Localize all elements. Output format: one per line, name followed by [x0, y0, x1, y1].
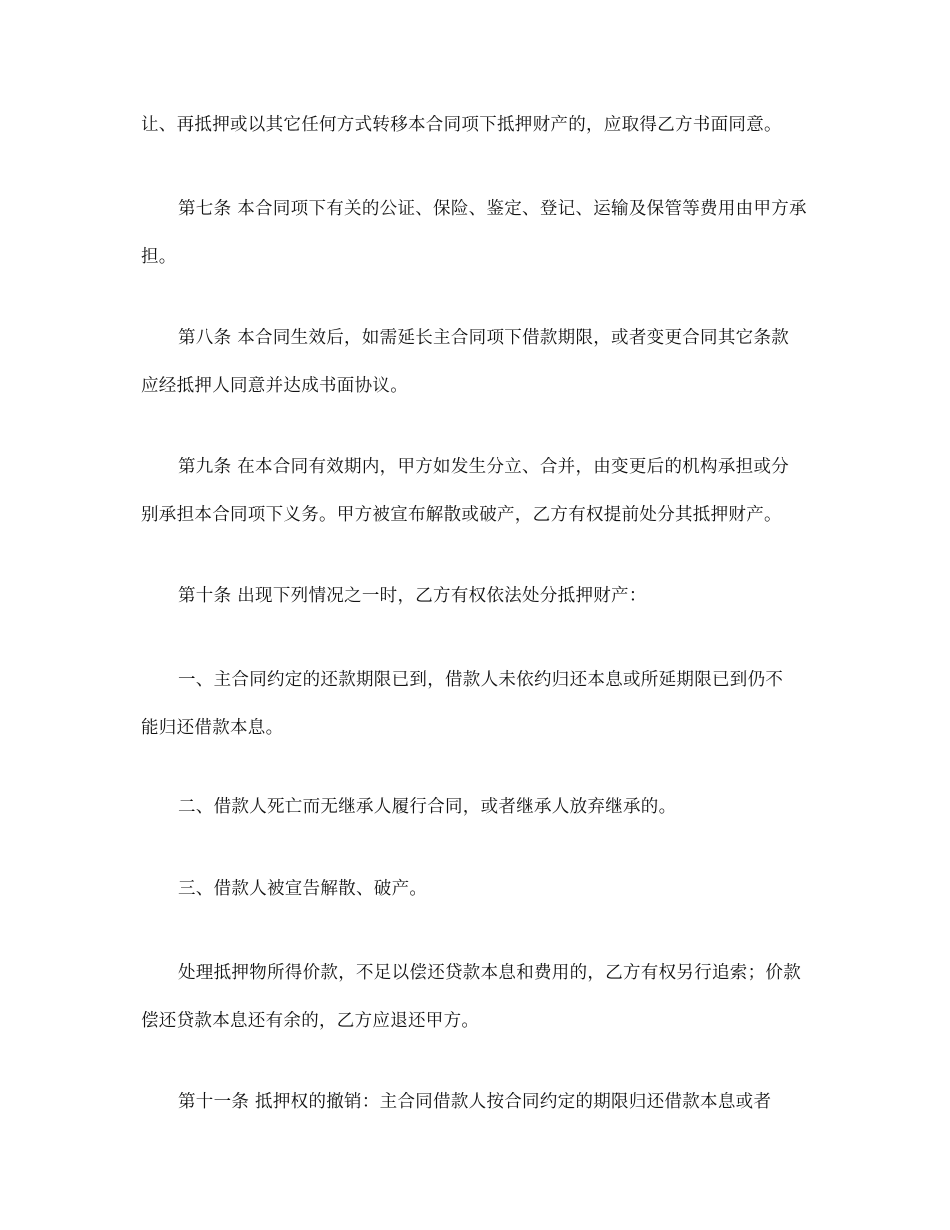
text-line: 应经抵押人同意并达成书面协议。 — [141, 376, 408, 396]
text-line: 第九条 在本合同有效期内，甲方如发生分立、合并，由变更后的机构承担或分 — [178, 457, 790, 477]
text-line: 三、借款人被宣告解散、破产。 — [178, 879, 428, 899]
text-line: 二、借款人死亡而无继承人履行合同，或者继承人放弃继承的。 — [178, 797, 677, 817]
paragraph-article-11 — [141, 1078, 813, 1126]
paragraph-article-7 — [141, 185, 813, 281]
paragraph-article-10 — [141, 572, 813, 620]
paragraph-article-8 — [141, 314, 813, 410]
text-line: 别承担本合同项下义务。甲方被宣布解散或破产，乙方有权提前处分其抵押财产。 — [141, 505, 782, 525]
text-line: 处理抵押物所得价款，不足以偿还贷款本息和费用的，乙方有权另行追索；价款 — [178, 963, 801, 983]
paragraph-condition-2 — [141, 783, 813, 831]
text-line: 第十条 出现下列情况之一时，乙方有权依法处分抵押财产： — [178, 586, 647, 606]
text-line: 第十一条 抵押权的撤销：主合同借款人按合同约定的期限归还借款本息或者 — [178, 1092, 772, 1112]
paragraph-proceeds — [141, 949, 813, 1045]
text-line: 第八条 本合同生效后，如需延长主合同项下借款期限，或者变更合同其它条款 — [178, 328, 790, 348]
text-line: 第七条 本合同项下有关的公证、保险、鉴定、登记、运输及保管等费用由甲方承 — [178, 199, 807, 219]
text-line: 让、再抵押或以其它任何方式转移本合同项下抵押财产的，应取得乙方书面同意。 — [141, 115, 782, 135]
paragraph-condition-3 — [141, 865, 813, 913]
paragraph-condition-1 — [141, 656, 813, 752]
paragraph-transfer-consent — [141, 101, 813, 149]
text-line: 一、主合同约定的还款期限已到，借款人未依约归还本息或所延期限已到仍不 — [178, 670, 784, 690]
text-line: 担。 — [141, 247, 177, 267]
text-line: 偿还贷款本息还有余的，乙方应退还甲方。 — [141, 1011, 480, 1031]
paragraph-article-9 — [141, 443, 813, 539]
text-line: 能归还借款本息。 — [141, 718, 284, 738]
